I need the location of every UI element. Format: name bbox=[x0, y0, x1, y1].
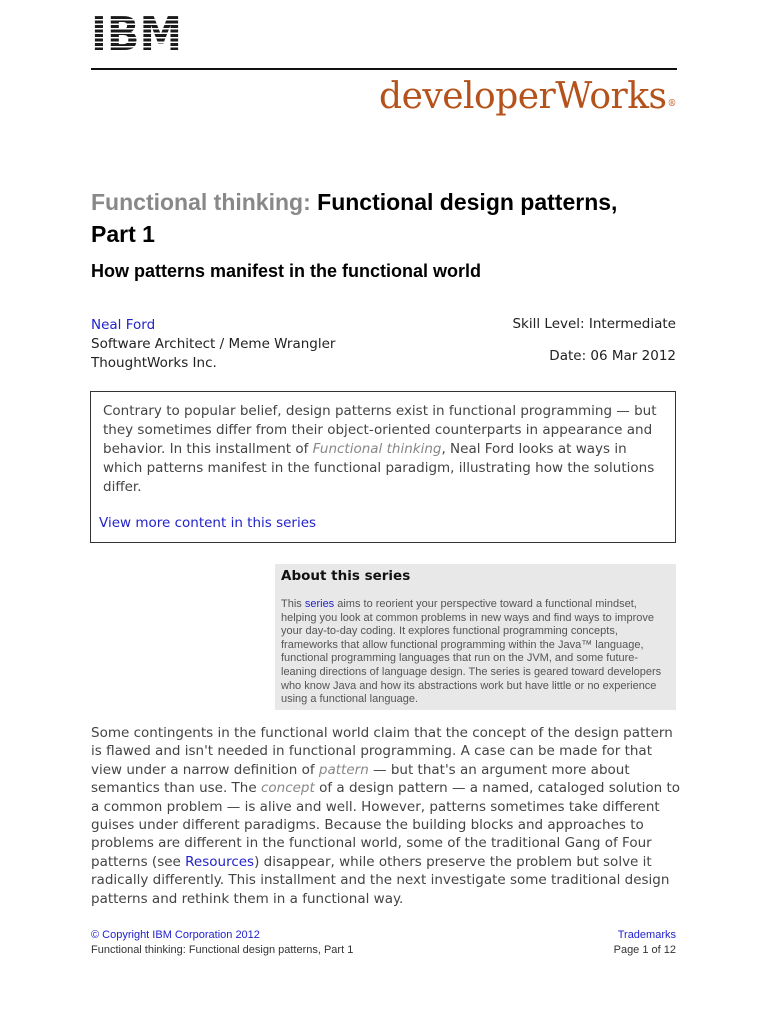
about-series-sidebar bbox=[275, 564, 676, 710]
abstract-text: Contrary to popular belief, design patterns exist in functional programming — but they sometimes differ from their object-oriented counterparts in appearance and behavior. In this installment of Functional thinking, Neal Ford looks at ways in which patterns manifest in the functional paradigm, illustrating how the solutions differ. bbox=[103, 403, 657, 495]
sidebar-heading: About this series bbox=[281, 568, 411, 584]
publish-date: Date: 06 Mar 2012 bbox=[549, 348, 676, 364]
title-text: Functional design patterns, Part 1 bbox=[91, 189, 618, 247]
registered-mark: ® bbox=[667, 99, 676, 109]
header-rule bbox=[91, 68, 677, 70]
ibm-logo bbox=[91, 16, 182, 52]
article-meta bbox=[512, 316, 676, 364]
article-subtitle: How patterns manifest in the functional world bbox=[91, 261, 482, 281]
body-paragraph: Some contingents in the functional world claim that the concept of the design pattern is flawed and isn't needed in functional programming. A case can be made for that view under a narrow definition of pattern — but that's an argument more about semantics than use. The concept of a design pattern — a named, cataloged solution to a common problem — is alive and well. However, patterns sometimes take different guises under different paradigms. Because the building blocks and approaches to problems are different in the functional world, some of the traditional Gang of Four patterns (see Resources) disappear, while others preserve the problem but solve it radically differently. This installment and the next investigate some traditional design patterns and rethink them in a functional way. bbox=[91, 725, 681, 907]
footer-doc-title: Functional thinking: Functional design patterns, Part 1 bbox=[91, 944, 354, 956]
series-name: Functional thinking bbox=[312, 441, 442, 457]
view-more-series-link[interactable]: View more content in this series bbox=[99, 515, 317, 531]
author-role: Software Architect / Meme Wrangler bbox=[91, 336, 336, 352]
footer-left bbox=[91, 928, 353, 958]
article-title bbox=[91, 186, 651, 250]
author-name-link[interactable]: Neal Ford bbox=[91, 317, 156, 333]
emphasis-concept: concept bbox=[260, 780, 315, 797]
resources-link[interactable]: Resources bbox=[185, 853, 255, 870]
author-block bbox=[91, 316, 335, 373]
series-link[interactable]: series bbox=[304, 598, 335, 610]
skill-level: Skill Level: Intermediate bbox=[512, 316, 676, 332]
abstract-box bbox=[90, 391, 676, 543]
trademarks-link[interactable]: Trademarks bbox=[617, 929, 676, 941]
sidebar-text: This series aims to reorient your perspective toward a functional mindset, helping you look at common problems in new ways and find ways to improve your day-to-day coding. It explores functional programming concepts, frameworks that allow functional programming within the Java™ language, functional programming languages that run on the JVM, and some future-leaning directions of language design. The series is geared toward developers who know Java and how its abstractions work but have little or no experience using a functional language. bbox=[281, 598, 662, 706]
page-number: Page 1 of 12 bbox=[613, 944, 676, 956]
emphasis-pattern: pattern bbox=[318, 761, 369, 778]
author-company: ThoughtWorks Inc. bbox=[91, 355, 217, 371]
footer-right bbox=[614, 928, 676, 958]
developerworks-logo: developerWorks® bbox=[379, 76, 676, 117]
copyright-link[interactable]: © Copyright IBM Corporation 2012 bbox=[91, 929, 260, 941]
series-prefix: Functional thinking: bbox=[91, 189, 318, 215]
